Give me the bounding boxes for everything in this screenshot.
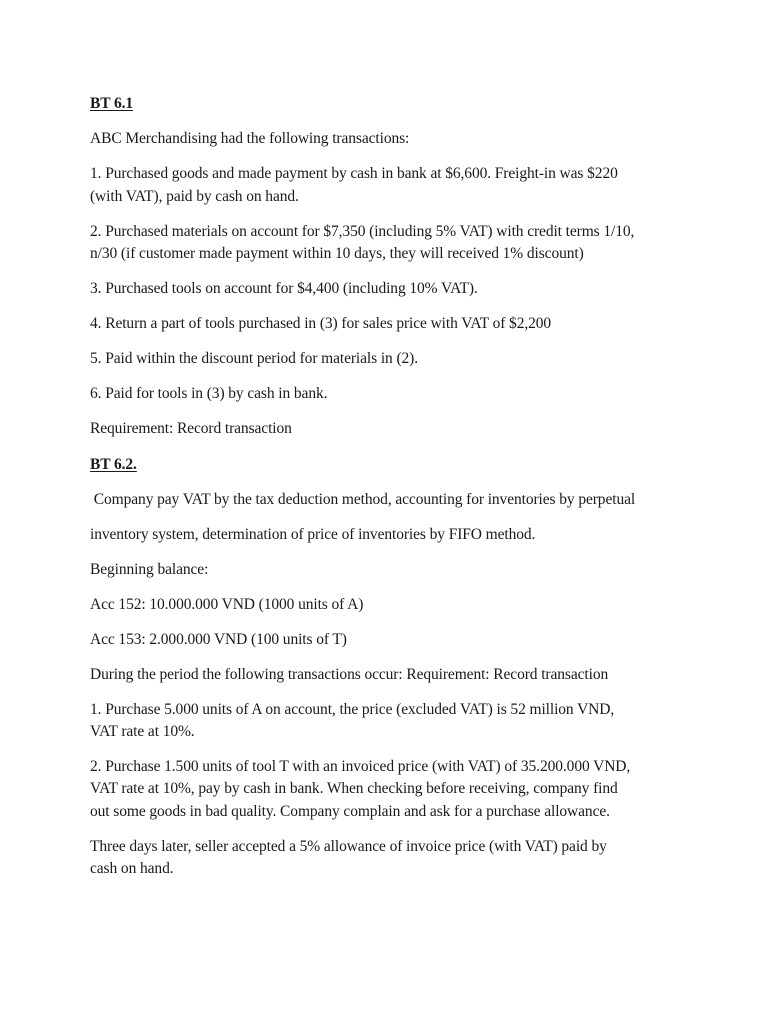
bt61-item-4: 4. Return a part of tools purchased in (3) for sales price with VAT of $2,200 <box>90 315 552 332</box>
bt61-intro: ABC Merchandising had the following transactions: <box>90 130 410 147</box>
bt62-acc-152: Acc 152: 10.000.000 VND (1000 units of A) <box>90 596 364 613</box>
bt62-acc-153: Acc 153: 2.000.000 VND (100 units of T) <box>90 631 347 648</box>
bt62-intro-line-1: Company pay VAT by the tax deduction method, accounting for inventories by perpetual <box>90 491 636 508</box>
bt62-item-2-line-2: VAT rate at 10%, pay by cash in bank. When checking before receiving, company find <box>90 780 618 797</box>
bt61-item-5: 5. Paid within the discount period for materials in (2). <box>90 350 419 367</box>
bt62-item-2-line-1: 2. Purchase 1.500 units of tool T with an invoiced price (with VAT) of 35.200.000 VND, <box>90 758 631 775</box>
bt62-during-period: During the period the following transactions occur: Requirement: Record transaction <box>90 666 609 683</box>
bt61-item-1-line-1: 1. Purchased goods and made payment by cash in bank at $6,600. Freight-in was $220 <box>90 165 618 182</box>
bt61-heading: BT 6.1 <box>90 95 134 112</box>
bt62-item-1-line-1: 1. Purchase 5.000 units of A on account, the price (excluded VAT) is 52 million VND, <box>90 701 615 718</box>
bt62-later-line-2: cash on hand. <box>90 860 174 877</box>
bt61-requirement: Requirement: Record transaction <box>90 420 292 437</box>
bt62-item-2-line-3: out some goods in bad quality. Company complain and ask for a purchase allowance. <box>90 803 610 820</box>
bt61-item-3: 3. Purchased tools on account for $4,400 (including 10% VAT). <box>90 280 478 297</box>
bt61-item-1-line-2: (with VAT), paid by cash on hand. <box>90 188 299 205</box>
bt61-item-2-line-2: n/30 (if customer made payment within 10 days, they will received 1% discount) <box>90 245 584 262</box>
bt62-intro-line-2: inventory system, determination of price of inventories by FIFO method. <box>90 526 536 543</box>
bt62-later-line-1: Three days later, seller accepted a 5% allowance of invoice price (with VAT) paid by <box>90 838 607 855</box>
bt62-item-1-line-2: VAT rate at 10%. <box>90 723 195 740</box>
bt61-item-2-line-1: 2. Purchased materials on account for $7,350 (including 5% VAT) with credit terms 1/10, <box>90 223 635 240</box>
bt62-heading: BT 6.2. <box>90 456 137 473</box>
bt61-item-6: 6. Paid for tools in (3) by cash in bank. <box>90 385 328 402</box>
bt62-beginning-balance: Beginning balance: <box>90 561 209 578</box>
